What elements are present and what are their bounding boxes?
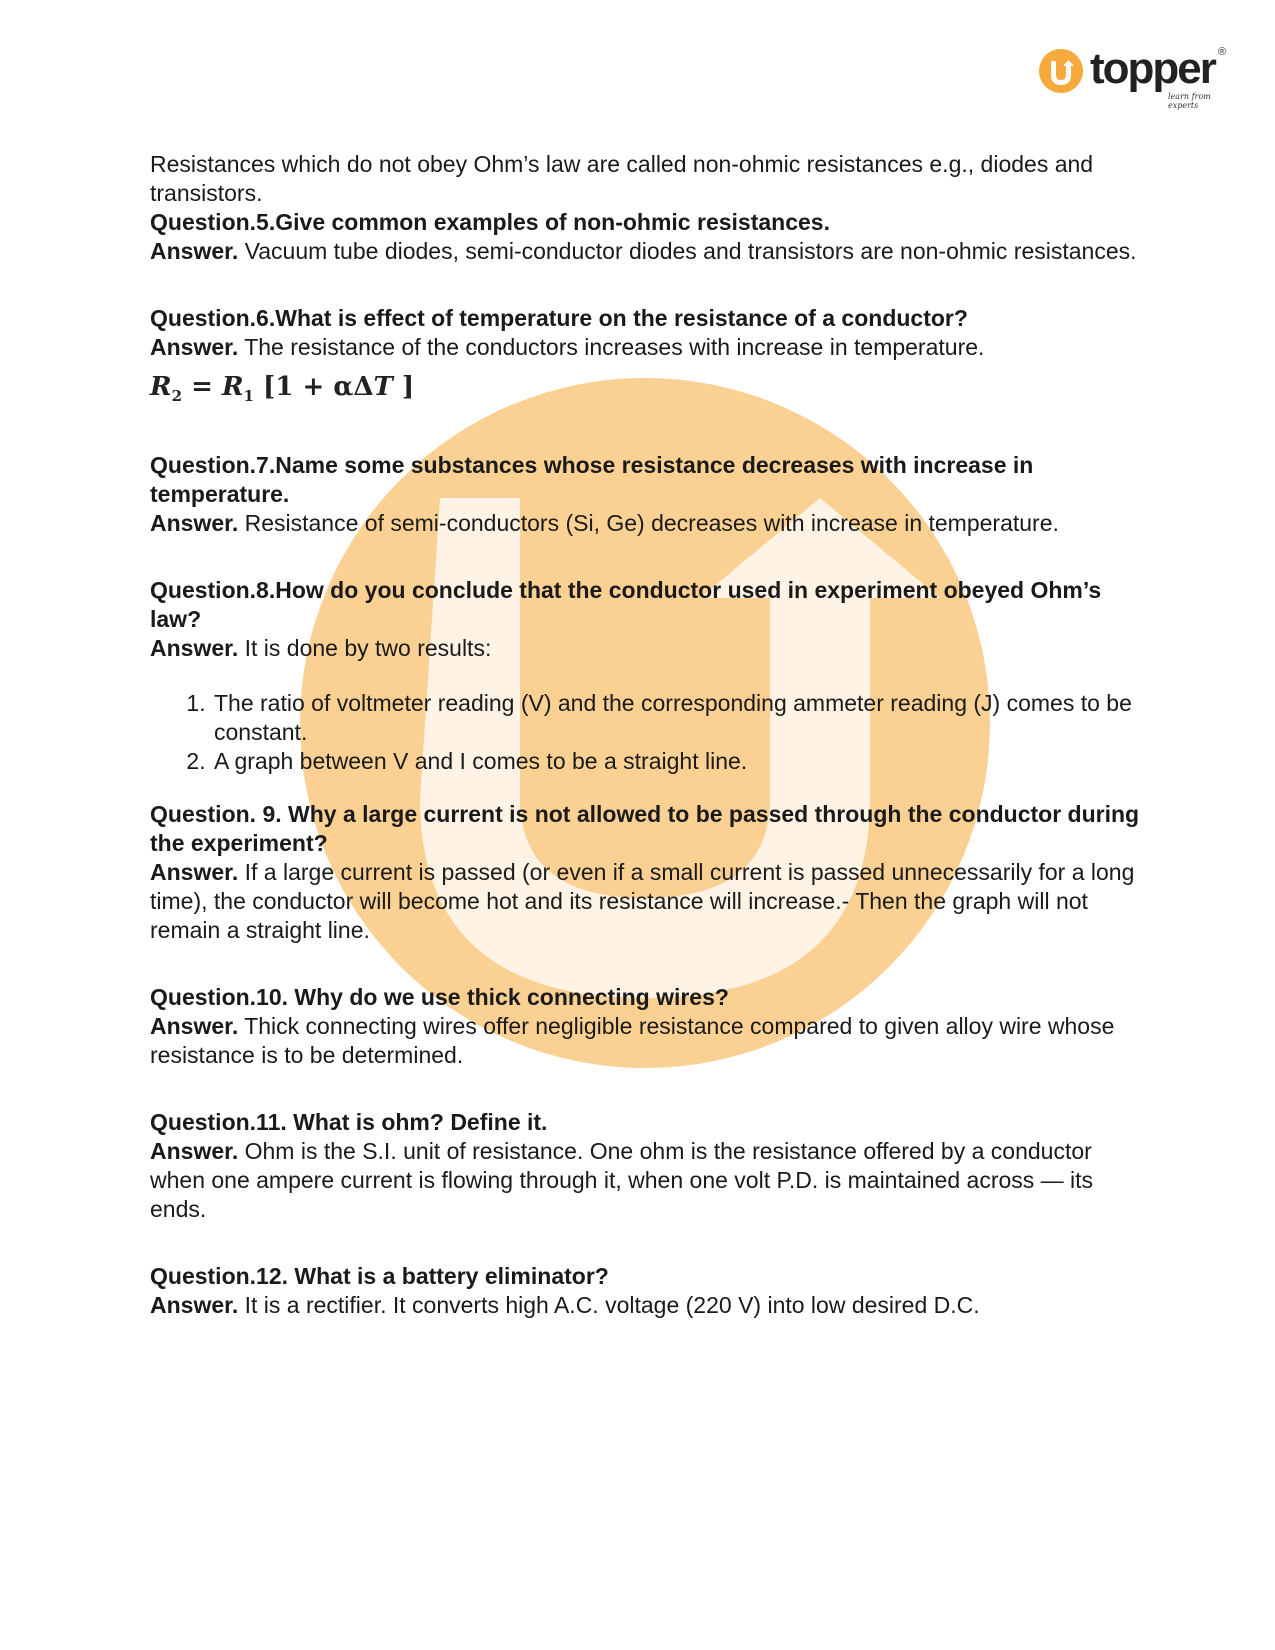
question-text: Question.11. What is ohm? Define it. bbox=[150, 1109, 548, 1136]
resistance-formula: $R_2 = R_1$ [1 + αΔT ] bbox=[150, 372, 415, 406]
qa-block-7 bbox=[150, 451, 1140, 538]
list-item: 2. A graph between V and I comes to be a straight line. bbox=[212, 747, 1140, 776]
logo-icon bbox=[1038, 48, 1084, 94]
qa-block-8 bbox=[150, 576, 1140, 776]
qa-block-9 bbox=[150, 800, 1140, 945]
answer-paragraph bbox=[150, 333, 1140, 362]
qa-block-11 bbox=[150, 1108, 1140, 1224]
answer-label: Answer. bbox=[150, 1292, 239, 1319]
answer-text: Resistance of semi-conductors (Si, Ge) decreases with increase in temperature. bbox=[244, 510, 1059, 537]
logo-tagline: learn from experts bbox=[1168, 92, 1211, 110]
question-text: Question.8.How do you conclude that the conductor used in experiment obeyed Ohm’s law? bbox=[150, 577, 1102, 633]
answer-paragraph bbox=[150, 1291, 1140, 1320]
document-body bbox=[150, 150, 1140, 1358]
answer-text: The resistance of the conductors increases with increase in temperature. bbox=[244, 334, 985, 360]
answer-text: It is a rectifier. It converts high A.C. voltage (220 V) into low desired D.C. bbox=[244, 1292, 980, 1319]
answer-label: Answer. bbox=[150, 1013, 239, 1040]
answer-paragraph bbox=[150, 858, 1140, 945]
list-item: 1. The ratio of voltmeter reading (V) and the corresponding ammeter reading (J) comes to be constant. bbox=[212, 689, 1140, 747]
qa-block-6 bbox=[150, 304, 1140, 413]
answer-label: Answer. bbox=[150, 635, 239, 662]
registered-mark: ® bbox=[1218, 46, 1227, 58]
answer-label: Answer. bbox=[150, 334, 239, 360]
answer-text: Ohm is the S.I. unit of resistance. One ohm is the resistance offered by a conductor when one ampere current is flowing through it, when one volt P.D. is maintained across — its ends. bbox=[150, 1138, 1094, 1223]
answer-label: Answer. bbox=[150, 238, 239, 264]
question-text: Question.6.What is effect of temperature on the resistance of a conductor? bbox=[150, 305, 968, 331]
qa-block-12 bbox=[150, 1262, 1140, 1320]
answer-paragraph bbox=[150, 1137, 1140, 1224]
question-text: Question.10. Why do we use thick connecting wires? bbox=[150, 984, 729, 1011]
answer-paragraph bbox=[150, 237, 1140, 266]
question-text: Question.5.Give common examples of non-ohmic resistances. bbox=[150, 209, 830, 235]
answer-label: Answer. bbox=[150, 859, 239, 886]
answer-paragraph bbox=[150, 1012, 1140, 1070]
answer-text: Vacuum tube diodes, semi-conductor diodes and transistors are non-ohmic resistances. bbox=[244, 238, 1137, 264]
question-text: Question. 9. Why a large current is not allowed to be passed through the conductor during the experiment? bbox=[150, 801, 1140, 857]
qa-block-5 bbox=[150, 208, 1140, 266]
question-text: Question.7.Name some substances whose resistance decreases with increase in temperature. bbox=[150, 452, 1034, 508]
answer-paragraph bbox=[150, 509, 1140, 538]
results-list bbox=[150, 689, 1140, 776]
intro-paragraph: Resistances which do not obey Ohm’s law are called non-ohmic resistances e.g., diodes and transistors. bbox=[150, 151, 1094, 206]
answer-text: If a large current is passed (or even if a small current is passed unnecessarily for a long time), the conductor will become hot and its resistance will increase.- Then the graph will not remain a straight line. bbox=[150, 859, 1135, 944]
answer-text: Thick connecting wires offer negligible resistance compared to given alloy wire whose resistance is to be determined. bbox=[150, 1013, 1115, 1069]
answer-label: Answer. bbox=[150, 510, 239, 537]
answer-paragraph bbox=[150, 634, 1140, 663]
answer-text: It is done by two results: bbox=[244, 635, 492, 662]
topper-logo bbox=[1038, 44, 1238, 110]
answer-label: Answer. bbox=[150, 1138, 239, 1165]
question-text: Question.12. What is a battery eliminator? bbox=[150, 1263, 609, 1290]
logo-wordmark: topper bbox=[1090, 44, 1215, 93]
qa-block-10 bbox=[150, 983, 1140, 1070]
